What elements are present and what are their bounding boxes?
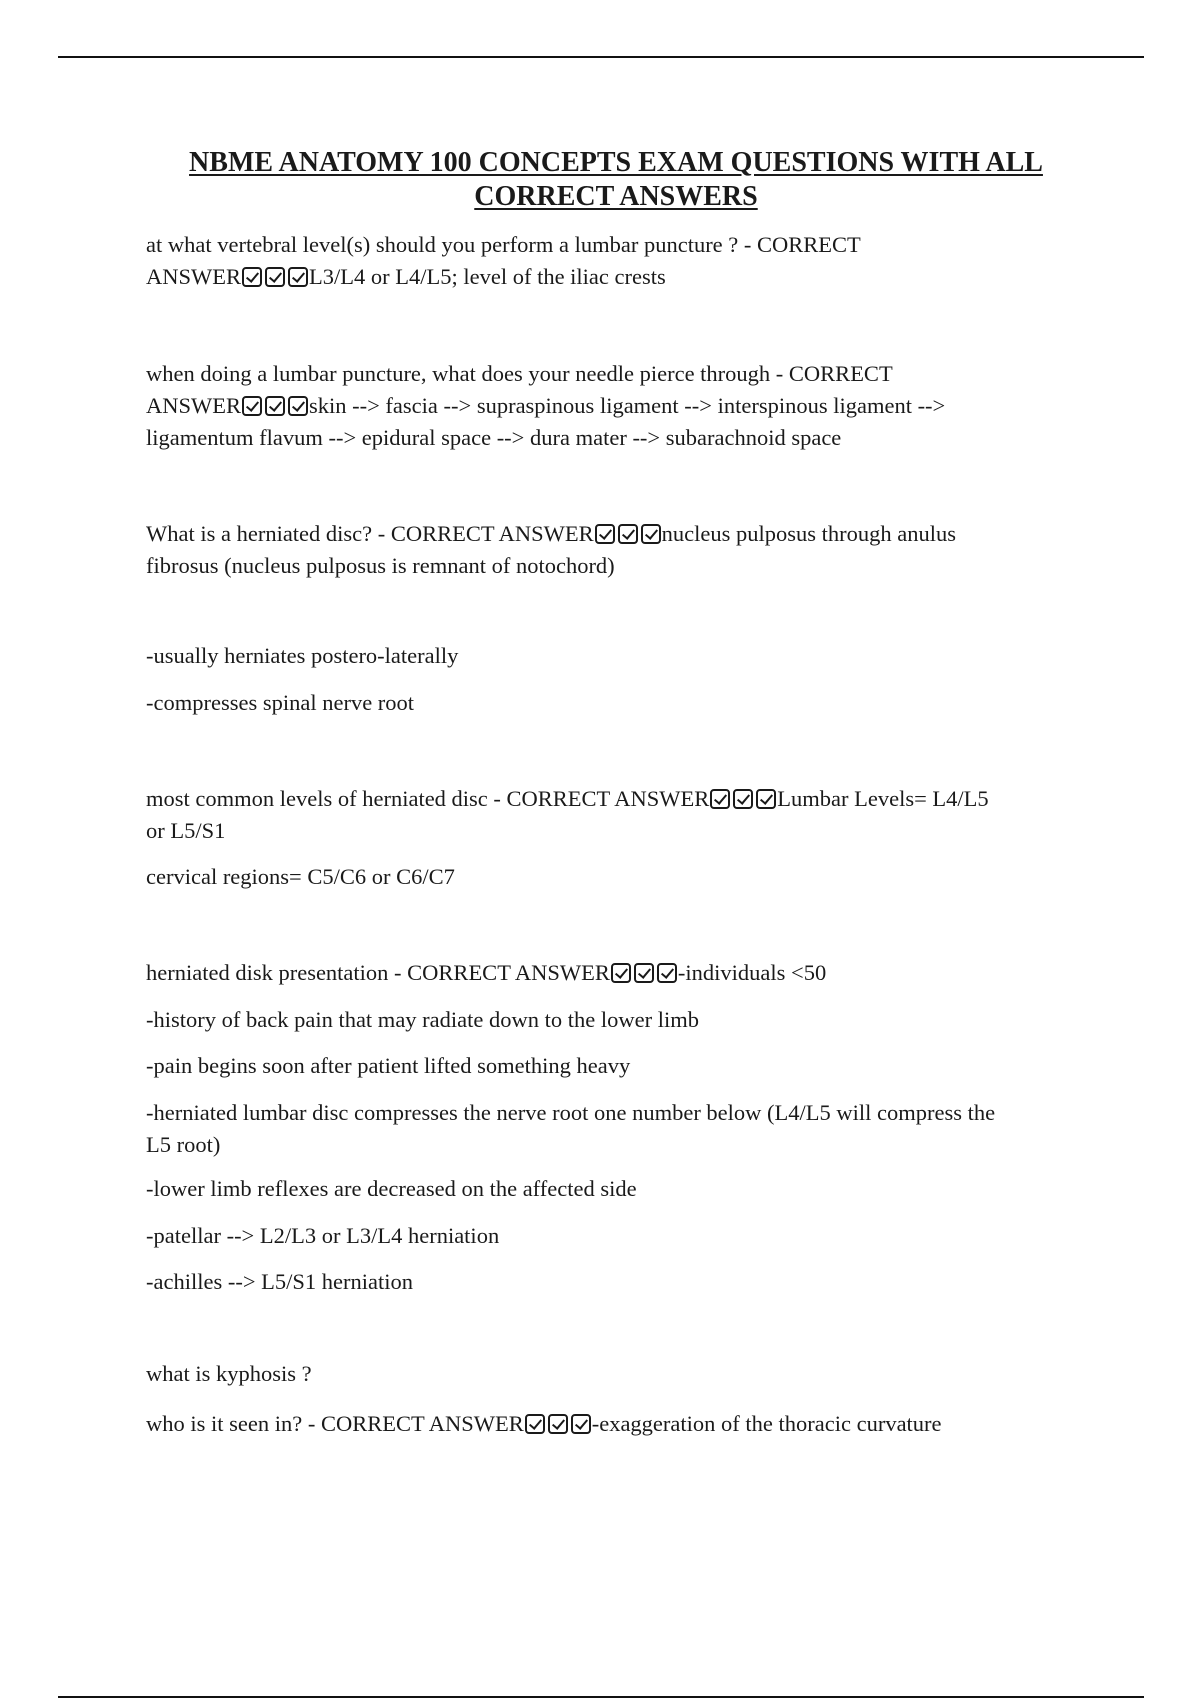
answer-line: [146, 518, 1086, 550]
answer-continuation: ligamentum flavum --> epidural space --> dura mater --> subarachnoid space: [146, 425, 842, 450]
title-line-2: CORRECT ANSWERS: [474, 181, 758, 212]
answer-text: -individuals <50: [677, 960, 827, 985]
qa-item-presentation: [146, 957, 1086, 989]
note-cervical-regions: [146, 861, 1086, 893]
answer-prefix: ANSWER: [146, 393, 241, 418]
note-text: -compresses spinal nerve root: [146, 690, 415, 715]
question-text: when doing a lumbar puncture, what does your needle pierce through - CORRECT: [146, 361, 893, 386]
answer-line: [146, 1408, 1086, 1440]
note-text-continuation: L5 root): [146, 1132, 221, 1157]
checkbox-checked-icon: [265, 267, 285, 287]
note-back-pain: [146, 1004, 1086, 1036]
note-text: -lower limb reflexes are decreased on the affected side: [146, 1176, 637, 1201]
answer-continuation: fibrosus (nucleus pulposus is remnant of notochord): [146, 553, 615, 578]
note-achilles: [146, 1266, 1086, 1298]
note-text: -history of back pain that may radiate down to the lower limb: [146, 1007, 699, 1032]
note-text: -pain begins soon after patient lifted something heavy: [146, 1053, 631, 1078]
qa-item-herniated-disc: [146, 518, 1086, 582]
checkbox-checked-icon: [242, 267, 262, 287]
checkbox-checked-icon: [242, 396, 262, 416]
note-text: -achilles --> L5/S1 herniation: [146, 1269, 413, 1294]
checkbox-checked-icon: [571, 1414, 591, 1434]
title-line-1: NBME ANATOMY 100 CONCEPTS EXAM QUESTIONS WITH ALL: [189, 147, 1043, 178]
answer-line: [146, 957, 1086, 989]
qa-item-common-levels: [146, 783, 1086, 847]
check-group: [525, 1414, 591, 1434]
checkbox-checked-icon: [756, 789, 776, 809]
question-text: what is kyphosis ?: [146, 1361, 312, 1386]
note-text: -herniated lumbar disc compresses the nerve root one number below (L4/L5 will compress the: [146, 1100, 996, 1125]
answer-text: -exaggeration of the thoracic curvature: [591, 1411, 942, 1436]
answer-continuation: or L5/S1: [146, 818, 226, 843]
question-text: What is a herniated disc? - CORRECT ANSWER: [146, 521, 594, 546]
qa-item-needle-layers: [146, 358, 1086, 454]
qa-item-kyphosis-answer: [146, 1408, 1086, 1440]
checkbox-checked-icon: [288, 396, 308, 416]
check-group: [611, 963, 677, 983]
checkbox-checked-icon: [733, 789, 753, 809]
answer-text: skin --> fascia --> supraspinous ligament --> interspinous ligament -->: [309, 393, 946, 418]
checkbox-checked-icon: [618, 524, 638, 544]
question-text: at what vertebral level(s) should you perform a lumbar puncture ? - CORRECT: [146, 232, 861, 257]
note-text: cervical regions= C5/C6 or C6/C7: [146, 864, 455, 889]
answer-prefix: ANSWER: [146, 264, 241, 289]
note-text: -patellar --> L2/L3 or L3/L4 herniation: [146, 1223, 500, 1248]
document-title: [146, 146, 1086, 214]
checkbox-checked-icon: [525, 1414, 545, 1434]
note-herniation-direction: [146, 640, 1086, 672]
note-text: -usually herniates postero-laterally: [146, 643, 459, 668]
note-lifting: [146, 1050, 1086, 1082]
note-nerve-root: [146, 1097, 1086, 1161]
answer-text: L3/L4 or L4/L5; level of the iliac crests: [309, 264, 666, 289]
checkbox-checked-icon: [641, 524, 661, 544]
checkbox-checked-icon: [548, 1414, 568, 1434]
checkbox-checked-icon: [265, 396, 285, 416]
note-patellar: [146, 1220, 1086, 1252]
qa-item-kyphosis-question: [146, 1358, 1086, 1390]
answer-text: nucleus pulposus through anulus: [661, 521, 956, 546]
answer-line: [146, 783, 1086, 815]
checkbox-checked-icon: [595, 524, 615, 544]
check-group: [242, 267, 308, 287]
question-text: herniated disk presentation - CORRECT ANSWER: [146, 960, 610, 985]
top-rule: [58, 56, 1144, 58]
checkbox-checked-icon: [710, 789, 730, 809]
answer-text: Lumbar Levels= L4/L5: [777, 786, 989, 811]
note-reflexes: [146, 1173, 1086, 1205]
checkbox-checked-icon: [611, 963, 631, 983]
check-group: [710, 789, 776, 809]
question-text: who is it seen in? - CORRECT ANSWER: [146, 1411, 524, 1436]
answer-line: [146, 261, 1086, 293]
checkbox-checked-icon: [657, 963, 677, 983]
answer-line: [146, 390, 1086, 422]
check-group: [242, 396, 308, 416]
qa-item-lumbar-puncture-level: [146, 229, 1086, 293]
checkbox-checked-icon: [288, 267, 308, 287]
bottom-rule: [58, 1696, 1144, 1698]
question-text: most common levels of herniated disc - CORRECT ANSWER: [146, 786, 710, 811]
note-compression: [146, 687, 1086, 719]
checkbox-checked-icon: [634, 963, 654, 983]
check-group: [595, 524, 661, 544]
